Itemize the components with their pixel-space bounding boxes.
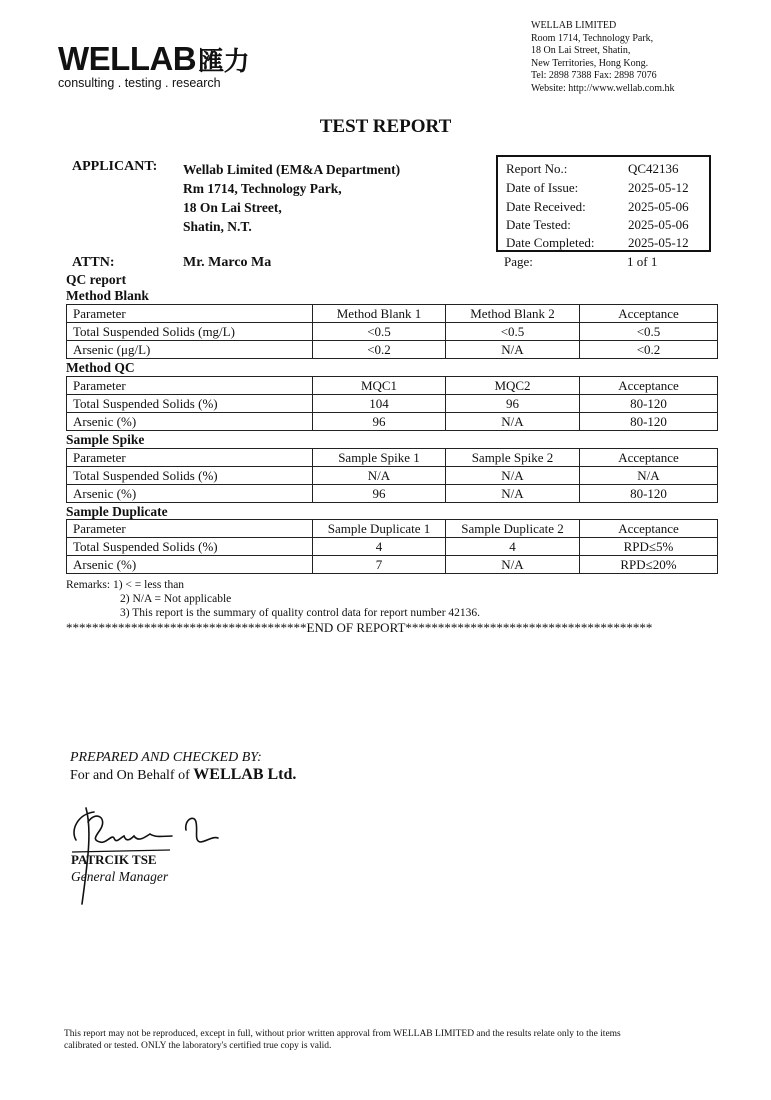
signatory-name: PATRCIK TSE [71, 852, 157, 867]
logo-tagline: consulting . testing . research [58, 76, 221, 90]
address-line: Wellab Limited (EM&A Department) [183, 162, 401, 177]
header-cell: Parameter [67, 520, 313, 538]
header-cell: Acceptance [580, 377, 718, 395]
footer-line: This report may not be reproduced, except in full, without prior written approval from WELLAB LIMITED and the results relate only to the items [64, 1029, 621, 1039]
info-row-date-tested [506, 216, 711, 234]
header-cell: Sample Spike 2 [446, 449, 580, 467]
sample-spike-table [66, 448, 718, 503]
info-row-report-no [506, 160, 711, 178]
info-row-date-received [506, 198, 711, 216]
table-cell: N/A [580, 467, 718, 485]
table-cell: 96 [446, 395, 580, 413]
behalf-company: WELLAB Ltd. [193, 766, 297, 783]
table-cell: 96 [313, 413, 446, 431]
info-value: 2025-05-12 [628, 180, 689, 195]
table-cell: N/A [446, 556, 580, 574]
table-cell: Arsenic (μg/L) [67, 341, 313, 359]
page-value: 1 of 1 [627, 254, 658, 269]
table-cell: 4 [446, 538, 580, 556]
table-header-row [67, 520, 718, 538]
company-address-block [531, 20, 675, 95]
qc-report-label: QC report [66, 272, 127, 287]
remark-item: 1) < = less than [112, 579, 185, 591]
header-cell: Acceptance [580, 305, 718, 323]
info-value: QC42136 [628, 161, 679, 176]
table-cell: N/A [446, 413, 580, 431]
table-cell: Total Suspended Solids (%) [67, 538, 313, 556]
header-cell: Sample Duplicate 2 [446, 520, 580, 538]
behalf-prefix: For and On Behalf of [70, 768, 194, 783]
info-value: 2025-05-06 [628, 199, 689, 214]
table-header-row [67, 449, 718, 467]
table-cell: <0.5 [446, 323, 580, 341]
remark-item: 3) This report is the summary of quality control data for report number 42136. [120, 607, 481, 619]
page-indicator [504, 254, 658, 269]
table-row [67, 323, 718, 341]
table-cell: RPD≤20% [580, 556, 718, 574]
sample-duplicate-table [66, 519, 718, 574]
table-cell: 7 [313, 556, 446, 574]
table-cell: <0.5 [580, 323, 718, 341]
table-cell: Arsenic (%) [67, 413, 313, 431]
method-qc-table [66, 376, 718, 431]
section-title-sample-spike: Sample Spike [66, 432, 145, 447]
table-row [67, 485, 718, 503]
info-value: 2025-05-12 [628, 235, 689, 250]
address-line: Rm 1714, Technology Park, [183, 181, 342, 196]
applicant-label: APPLICANT: [72, 159, 158, 174]
report-info-box [496, 155, 711, 252]
table-row [67, 413, 718, 431]
company-logo [58, 42, 249, 75]
address-line: 18 On Lai Street, [183, 200, 282, 215]
header-cell: Sample Spike 1 [313, 449, 446, 467]
footer-line: calibrated or tested. ONLY the laboratory's certified true copy is valid. [64, 1041, 332, 1051]
remarks-label: Remarks: [66, 579, 111, 591]
table-cell: 80-120 [580, 413, 718, 431]
page-label: Page: [504, 254, 533, 269]
applicant-address [183, 160, 400, 236]
table-cell: 104 [313, 395, 446, 413]
header-cell: Acceptance [580, 520, 718, 538]
header-cell: Parameter [67, 305, 313, 323]
table-cell: <0.5 [313, 323, 446, 341]
table-cell: RPD≤5% [580, 538, 718, 556]
info-value: 2025-05-06 [628, 217, 689, 232]
table-cell: <0.2 [313, 341, 446, 359]
table-cell: Arsenic (%) [67, 485, 313, 503]
table-row [67, 341, 718, 359]
company-line: New Territories, Hong Kong. [531, 57, 649, 69]
table-cell: N/A [313, 467, 446, 485]
info-label: Date Received: [506, 199, 586, 214]
remark-item: 2) N/A = Not applicable [120, 593, 232, 605]
header-cell: MQC1 [313, 377, 446, 395]
table-cell: N/A [446, 485, 580, 503]
table-row [67, 395, 718, 413]
info-label: Report No.: [506, 161, 568, 176]
info-label: Date of Issue: [506, 180, 579, 195]
info-row-date-of-issue [506, 179, 711, 197]
info-label: Date Tested: [506, 217, 571, 232]
company-line: 18 On Lai Street, Shatin, [531, 45, 631, 56]
table-cell: 80-120 [580, 395, 718, 413]
table-row [67, 538, 718, 556]
company-line: WELLAB LIMITED [531, 20, 617, 31]
address-line: Shatin, N.T. [183, 219, 252, 234]
header-cell: Method Blank 2 [446, 305, 580, 323]
table-row [67, 556, 718, 574]
method-blank-table [66, 304, 718, 359]
table-cell: N/A [446, 341, 580, 359]
header-cell: Acceptance [580, 449, 718, 467]
attn-name: Mr. Marco Ma [183, 255, 272, 270]
table-cell: 80-120 [580, 485, 718, 503]
table-cell: 96 [313, 485, 446, 503]
table-cell: N/A [446, 467, 580, 485]
company-line: Website: http://www.wellab.com.hk [531, 82, 675, 94]
table-cell: <0.2 [580, 341, 718, 359]
header-cell: Parameter [67, 449, 313, 467]
end-of-report-line: *************************************END OF REPORT************************************** [66, 621, 653, 634]
header-cell: MQC2 [446, 377, 580, 395]
info-row-date-completed [506, 234, 711, 252]
table-cell: Total Suspended Solids (%) [67, 467, 313, 485]
header-cell: Sample Duplicate 1 [313, 520, 446, 538]
table-cell: 4 [313, 538, 446, 556]
remarks-block [66, 578, 480, 620]
attn-label: ATTN: [72, 255, 115, 270]
prepared-by-label: PREPARED AND CHECKED BY: [70, 750, 262, 765]
on-behalf-line [70, 767, 296, 783]
info-label: Date Completed: [506, 235, 595, 250]
header-cell: Method Blank 1 [313, 305, 446, 323]
section-title-method-blank: Method Blank [66, 288, 149, 303]
logo-text: WELLAB [58, 40, 197, 77]
table-cell: Total Suspended Solids (mg/L) [67, 323, 313, 341]
signatory-title: General Manager [71, 869, 169, 884]
company-line: Tel: 2898 7388 Fax: 2898 7076 [531, 70, 657, 81]
table-row [67, 467, 718, 485]
table-header-row [67, 305, 718, 323]
company-line: Room 1714, Technology Park, [531, 32, 654, 44]
footer-disclaimer [64, 1028, 724, 1052]
header-cell: Parameter [67, 377, 313, 395]
section-title-sample-duplicate: Sample Duplicate [66, 504, 168, 519]
table-cell: Arsenic (%) [67, 556, 313, 574]
section-title-method-qc: Method QC [66, 360, 135, 375]
table-header-row [67, 377, 718, 395]
logo-cjk: 匯力 [198, 46, 250, 76]
report-title: TEST REPORT [319, 116, 452, 137]
table-cell: Total Suspended Solids (%) [67, 395, 313, 413]
